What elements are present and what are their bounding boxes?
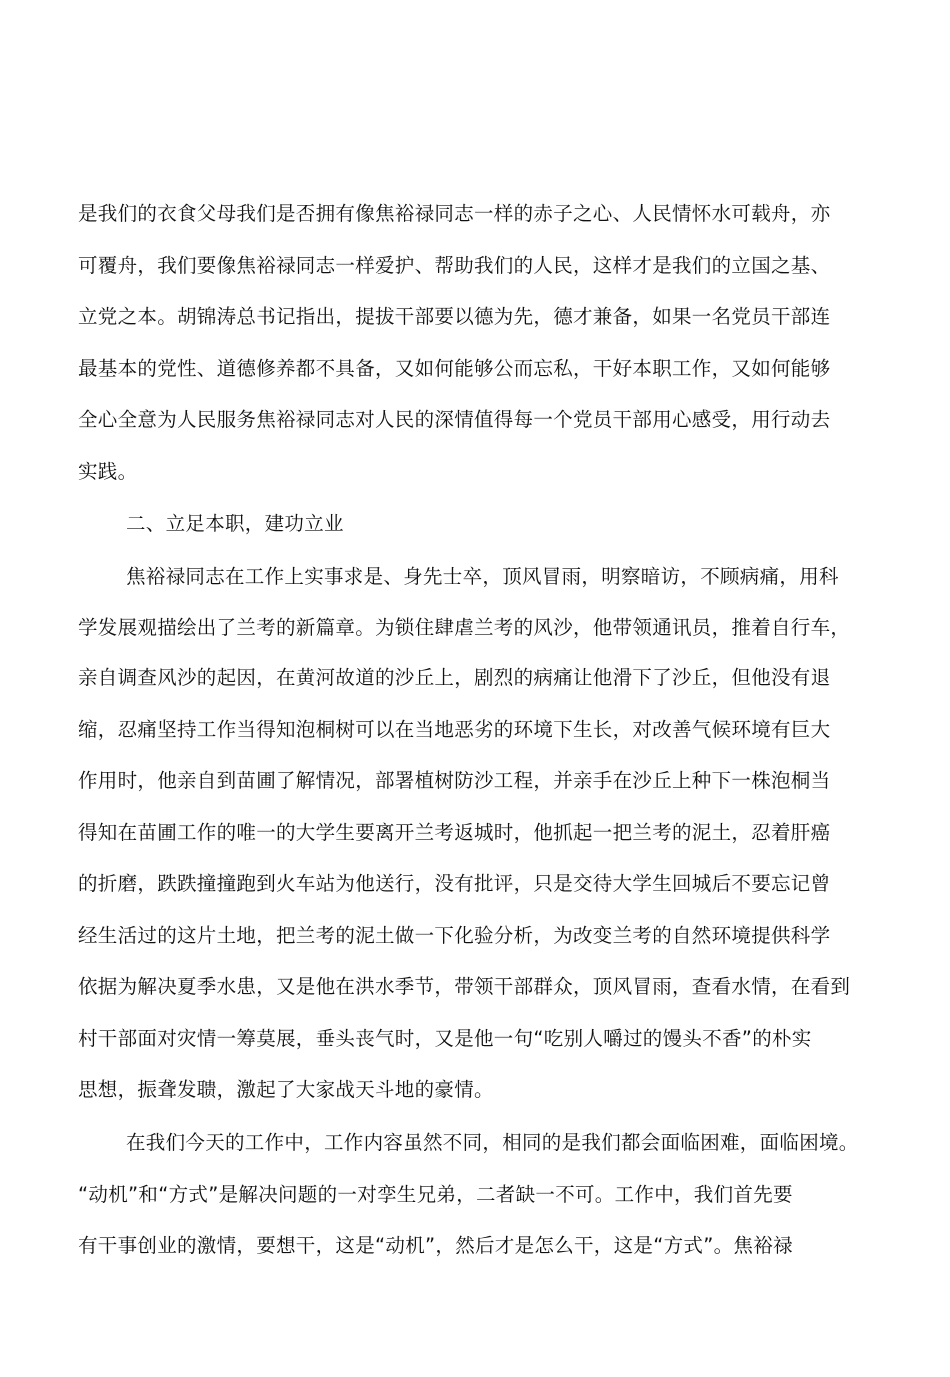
paragraph-line: 的折磨，跌跌撞撞跑到火车站为他送行，没有批评，只是交待大学生回城后不要忘记曾 bbox=[78, 872, 831, 895]
paragraph-line: 可覆舟，我们要像焦裕禄同志一样爱护、帮助我们的人民，这样才是我们的立国之基、 bbox=[78, 254, 831, 277]
paragraph-line: 在我们今天的工作中，工作内容虽然不同，相同的是我们都会面临困难，面临困境。 bbox=[126, 1131, 859, 1154]
paragraph-line: 经生活过的这片土地，把兰考的泥土做一下化验分析，为改变兰考的自然环境提供科学 bbox=[78, 924, 831, 947]
paragraph-line: 全心全意为人民服务焦裕禄同志对人民的深情值得每一个党员干部用心感受，用行动去 bbox=[78, 408, 831, 431]
paragraph-line: 缩，忍痛坚持工作当得知泡桐树可以在当地恶劣的环境下生长，对改善气候环境有巨大 bbox=[78, 718, 831, 741]
paragraph-line: 有干事创业的激情，要想干，这是“动机”，然后才是怎么干，这是“方式”。焦裕禄 bbox=[78, 1234, 793, 1257]
paragraph-line: 得知在苗圃工作的唯一的大学生要离开兰考返城时，他抓起一把兰考的泥土，忍着肝癌 bbox=[78, 821, 831, 844]
paragraph-line: 依据为解决夏季水患，又是他在洪水季节，带领干部群众，顶风冒雨，查看水情，在看到 bbox=[78, 975, 851, 998]
paragraph-line: 思想，振聋发聩，激起了大家战天斗地的豪情。 bbox=[78, 1078, 494, 1101]
paragraph-line: 亲自调查风沙的起因，在黄河故道的沙丘上，剧烈的病痛让他滑下了沙丘，但他没有退 bbox=[78, 666, 831, 689]
paragraph-line: 是我们的衣食父母我们是否拥有像焦裕禄同志一样的赤子之心、人民情怀水可载舟，亦 bbox=[78, 202, 831, 225]
paragraph-line: 最基本的党性、道德修养都不具备，又如何能够公而忘私，干好本职工作，又如何能够 bbox=[78, 357, 831, 380]
paragraph-line: 实践。 bbox=[78, 460, 138, 483]
paragraph-line: 立党之本。胡锦涛总书记指出，提拔干部要以德为先，德才兼备，如果一名党员干部连 bbox=[78, 305, 831, 328]
paragraph-line: 焦裕禄同志在工作上实事求是、身先士卒，顶风冒雨，明察暗访，不顾病痛，用科 bbox=[126, 565, 839, 588]
section-heading: 二、立足本职，建功立业 bbox=[126, 512, 344, 535]
paragraph-line: 作用时，他亲自到苗圃了解情况，部署植树防沙工程，并亲手在沙丘上种下一株泡桐当 bbox=[78, 769, 831, 792]
paragraph-line: 村干部面对灾情一筹莫展，垂头丧气时，又是他一句“吃别人嚼过的馒头不香”的朴实 bbox=[78, 1027, 812, 1050]
paragraph-line: 学发展观描绘出了兰考的新篇章。为锁住肆虐兰考的风沙，他带领通讯员，推着自行车， bbox=[78, 616, 851, 639]
paragraph-line: “动机”和“方式”是解决问题的一对孪生兄弟，二者缺一不可。工作中，我们首先要 bbox=[78, 1183, 793, 1206]
